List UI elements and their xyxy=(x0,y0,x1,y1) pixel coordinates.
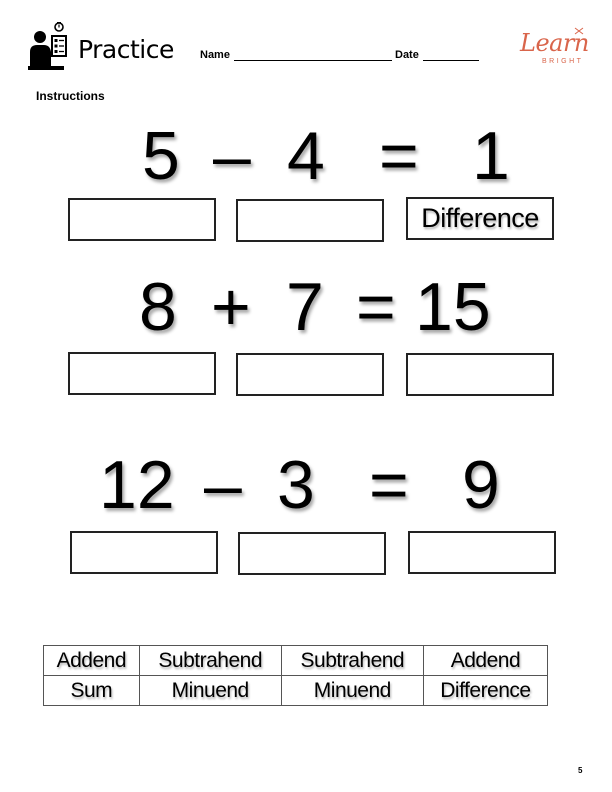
equation-1-operator: – xyxy=(213,118,251,194)
word-bank-row xyxy=(44,676,548,706)
word-bank-cell[interactable]: Sum xyxy=(44,676,140,706)
name-line[interactable] xyxy=(234,50,392,61)
date-field[interactable] xyxy=(395,49,479,61)
word-bank-cell[interactable]: Difference xyxy=(423,676,547,706)
equation-3-operator: – xyxy=(204,447,242,523)
equation-2-equals: = xyxy=(356,269,396,345)
page-title: Practice xyxy=(78,35,174,64)
word-bank-cell[interactable]: Addend xyxy=(44,646,140,676)
equation-1-equals: = xyxy=(379,118,419,194)
worksheet-header xyxy=(28,22,598,74)
equation-3-operand-a: 12 xyxy=(99,447,175,523)
word-bank-cell[interactable]: Subtrahend xyxy=(281,646,423,676)
word-bank-cell[interactable]: Addend xyxy=(423,646,547,676)
logo-word: Learn xyxy=(520,29,589,57)
logo-tagline: BRIGHT xyxy=(542,58,584,65)
word-bank-cell[interactable]: Minuend xyxy=(281,676,423,706)
equation-2-operand-b: 7 xyxy=(286,269,324,345)
student-practice-icon xyxy=(28,22,74,72)
date-line[interactable] xyxy=(423,50,479,61)
equation-2-answer-box-2[interactable] xyxy=(236,353,384,396)
equation-2-operator: + xyxy=(211,269,251,345)
equation-1-answer-box-3[interactable]: Difference xyxy=(406,197,554,240)
equation-2-answer-box-3[interactable] xyxy=(406,353,554,396)
equation-1-operand-a: 5 xyxy=(142,118,180,194)
date-label: Date xyxy=(395,49,419,61)
equation-3-answer-box-1[interactable] xyxy=(70,531,218,574)
equation-3-result: 9 xyxy=(462,447,500,523)
equation-1-operand-b: 4 xyxy=(287,118,325,194)
equation-1-answer-box-1[interactable] xyxy=(68,198,216,241)
equation-3-answer-box-3[interactable] xyxy=(408,531,556,574)
word-bank-row xyxy=(44,646,548,676)
page-number: 5 xyxy=(578,766,583,775)
equation-2-operand-a: 8 xyxy=(139,269,177,345)
equation-2-result: 15 xyxy=(415,269,491,345)
equation-3-equals: = xyxy=(369,447,409,523)
word-bank-table xyxy=(43,645,548,706)
word-bank-cell[interactable]: Subtrahend xyxy=(139,646,281,676)
learn-bright-logo xyxy=(518,27,594,69)
name-label: Name xyxy=(200,49,230,61)
instructions-label: Instructions xyxy=(36,89,105,103)
equation-1-result: 1 xyxy=(472,118,510,194)
equation-2-answer-box-1[interactable] xyxy=(68,352,216,395)
equation-1-answer-box-2[interactable] xyxy=(236,199,384,242)
name-field[interactable] xyxy=(200,49,392,61)
equation-3-operand-b: 3 xyxy=(277,447,315,523)
word-bank-cell[interactable]: Minuend xyxy=(139,676,281,706)
equation-3-answer-box-2[interactable] xyxy=(238,532,386,575)
